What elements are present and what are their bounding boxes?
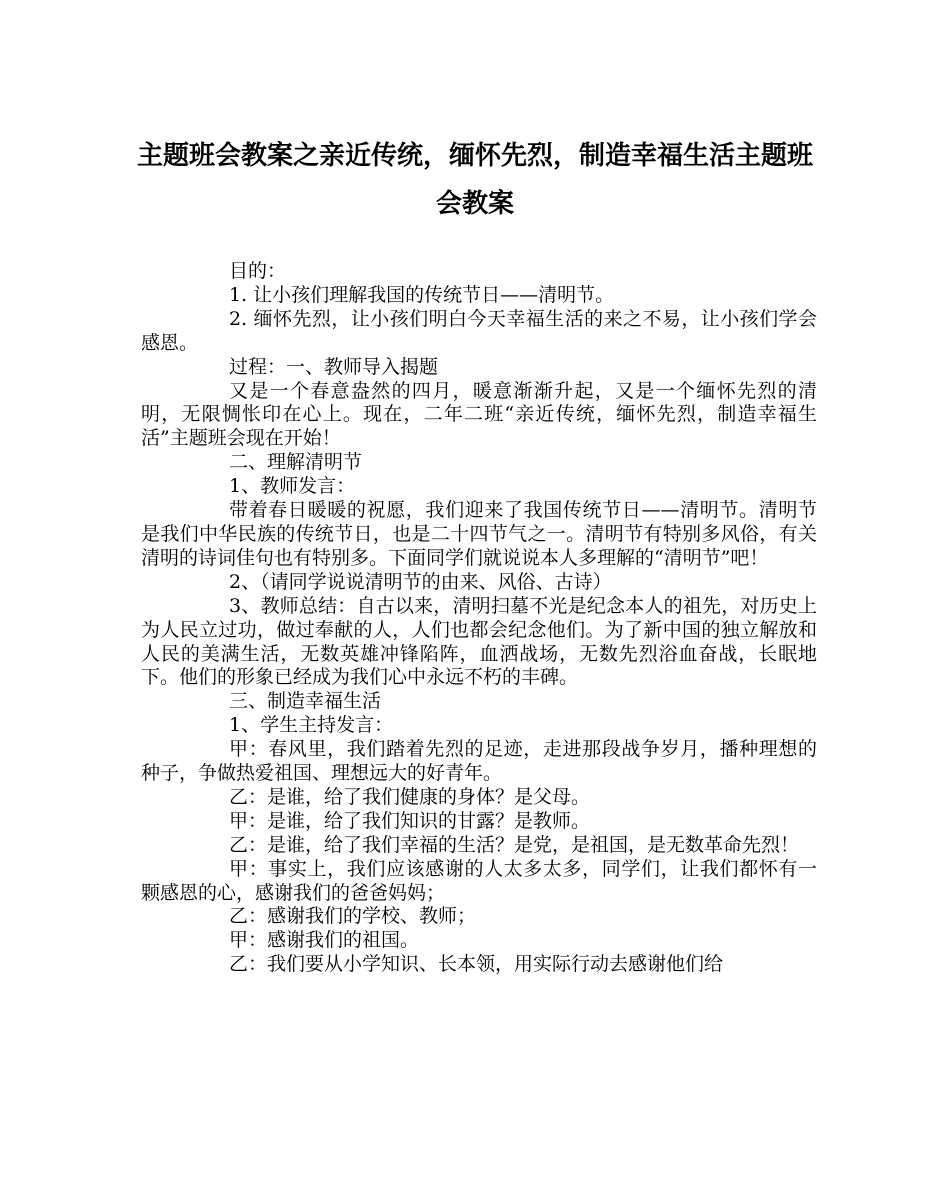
paragraph: 乙：是谁，给了我们健康的身体？是父母。	[229, 785, 591, 808]
paragraph: 三、制造幸福生活	[229, 690, 382, 713]
document-body	[141, 260, 817, 977]
paragraph: 3、教师总结：自古以来，清明扫墓不光是纪念本人的祖先，对历史上为人民立过功，做过奉献的人，人们也都会纪念他们。为了新中国的独立解放和人民的美满生活，无数英雄冲锋陷阵，血洒战场，无数先烈浴血奋战，长眠地下。他们的形象已经成为我们心中永远不朽的丰碑。	[141, 594, 817, 689]
document-title: 主题班会教案之亲近传统，缅怀先烈，制造幸福生活主题班会教案	[136, 141, 813, 219]
paragraph: 乙：我们要从小学知识、长本领，用实际行动去感谢他们给	[229, 953, 724, 976]
paragraph: 二、理解清明节	[229, 451, 363, 474]
paragraph: 乙：感谢我们的学校、教师；	[229, 905, 477, 928]
paragraph: 甲：是谁，给了我们知识的甘露？是教师。	[229, 809, 591, 832]
paragraph: 甲：感谢我们的祖国。	[229, 929, 420, 952]
paragraph: 1、教师发言：	[229, 475, 356, 498]
paragraph: 甲：春风里，我们踏着先烈的足迹，走进那段战争岁月，播种理想的种子，争做热爱祖国、理想远大的好青年。	[141, 738, 817, 785]
paragraph: 1、学生主持发言：	[229, 714, 394, 737]
paragraph: 2、（请同学说说清明节的由来、风俗、古诗）	[229, 570, 612, 593]
paragraph: 又是一个春意盎然的四月，暖意渐渐升起，又是一个缅怀先烈的清明，无限惆怅印在心上。现在，二年二班“亲近传统，缅怀先烈，制造幸福生活”主题班会现在开始！	[141, 379, 817, 450]
paragraph: 1. 让小孩们理解我国的传统节日——清明节。	[229, 283, 615, 306]
paragraph: 带着春日暖暖的祝愿，我们迎来了我国传统节日——清明节。清明节是我们中华民族的传统节日，也是二十四节气之一。清明节有特别多风俗，有关清明的诗词佳句也有特别多。下面同学们就说说本人多理解的“清明节”吧！	[141, 499, 817, 569]
paragraph: 乙：是谁，给了我们幸福的生活？是党，是祖国，是无数革命先烈！	[229, 833, 800, 856]
paragraph: 目的：	[229, 260, 287, 282]
paragraph: 过程：一、教师导入揭题	[229, 355, 439, 378]
paragraph: 甲：事实上，我们应该感谢的人太多太多，同学们，让我们都怀有一颗感恩的心，感谢我们的爸爸妈妈；	[141, 857, 817, 904]
paragraph: 2. 缅怀先烈，让小孩们明白今天幸福生活的来之不易，让小孩们学会感恩。	[141, 307, 817, 354]
